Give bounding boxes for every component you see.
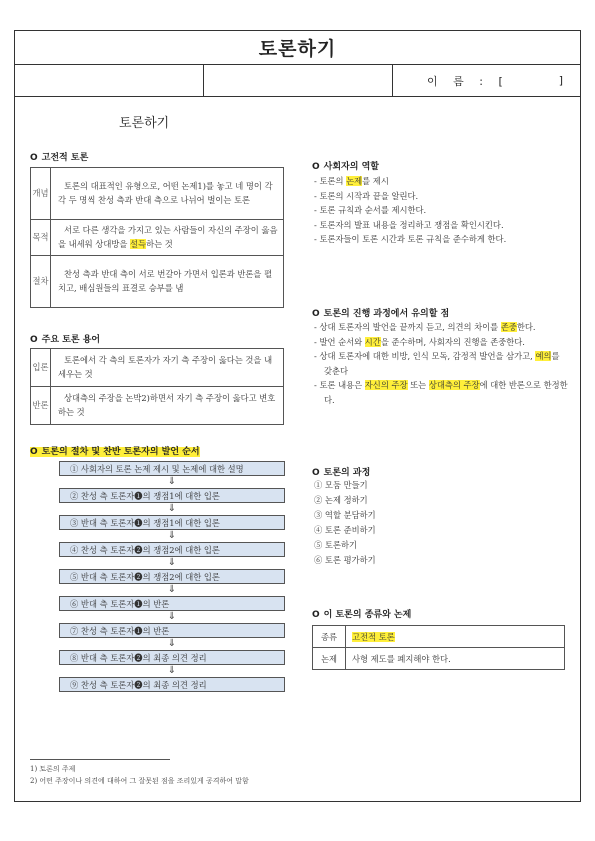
- list-item: - 토론 내용은 자신의 주장 또는 상대측의 주장에 대한 반론으로 한정한다.: [314, 380, 568, 405]
- down-arrow-icon: ⇓: [167, 557, 177, 568]
- doc-heading: 토론하기: [119, 116, 170, 131]
- table-row: [31, 256, 284, 308]
- down-arrow-icon: ⇓: [167, 584, 177, 595]
- row-label: 논제: [313, 648, 346, 670]
- down-arrow-icon: ⇓: [167, 638, 177, 649]
- process-list: [314, 478, 514, 568]
- terms-table: [30, 348, 284, 425]
- down-arrow-icon: ⇓: [167, 611, 177, 622]
- list-item: ⑤ 토론하기: [314, 540, 357, 550]
- list-item: - 토론의 논제를 제시: [314, 176, 389, 186]
- row-label: 절차: [31, 256, 51, 308]
- list-item: - 토론 규칙과 순서를 제시한다.: [314, 205, 427, 215]
- list-item: - 토론자의 발표 내용을 정리하고 쟁점을 확인시킨다.: [314, 219, 504, 230]
- section-kind-heading: O 이 토론의 종류와 논제: [312, 610, 412, 620]
- circle-bullet-icon: O: [312, 309, 320, 319]
- highlight: 논제: [346, 176, 363, 186]
- highlight: 설득: [130, 238, 147, 249]
- cautions-list: [314, 320, 570, 407]
- table-row: [31, 387, 284, 425]
- list-item: ⑥ 토론 평가하기: [314, 555, 376, 565]
- highlight: 존중: [500, 322, 517, 332]
- list-item: ③ 반대 측 토론자❶의 쟁점1에 대한 입론: [59, 515, 285, 530]
- row-text: 토론의 대표적인 유형으로, 어떤 논제1)를 놓고 네 명이 각각 두 명씩 찬성 측과 반대 측으로 나뉘어 벌이는 토론: [51, 168, 284, 220]
- section-terms-heading: O 주요 토론 용어: [30, 335, 101, 345]
- highlight: 시간: [364, 336, 381, 347]
- footnote-2: 2) 어떤 주장이나 의견에 대하여 그 잘못된 점을 조리있게 공격하여 말함: [30, 777, 249, 785]
- footnote-divider: [30, 759, 170, 760]
- row-value: [346, 626, 565, 648]
- down-arrow-icon: ⇓: [167, 530, 177, 541]
- list-item: ⑦ 찬성 측 토론자❶의 반론: [59, 623, 285, 638]
- list-item: - 상대 토론자에 대한 비방, 인식 모독, 감정적 발언을 삼가고, 예의를 갖춘다: [314, 351, 560, 376]
- row-text: 토론에서 각 측의 토론자가 자기 측 주장이 옳다는 것을 내세우는 것: [51, 349, 284, 387]
- list-item: ⑧ 반대 측 토론자❷의 최종 의견 정리: [59, 650, 285, 665]
- list-item: ⑤ 반대 측 토론자❷의 쟁점2에 대한 입론: [59, 569, 285, 584]
- classic-table: [30, 167, 284, 308]
- list-item: ② 찬성 측 토론자❶의 쟁점1에 대한 입론: [59, 488, 285, 503]
- circle-bullet-icon: O: [30, 335, 38, 345]
- row-label: 입론: [31, 349, 51, 387]
- list-item: ③ 역할 분담하기: [314, 510, 376, 520]
- down-arrow-icon: ⇓: [167, 665, 177, 676]
- row-text: 찬성 측과 반대 측이 서로 번갈아 가면서 입론과 반론을 펼치고, 배심원들의 표결로 승부를 냄: [51, 256, 284, 308]
- table-row: [313, 648, 565, 670]
- table-row: [31, 220, 284, 256]
- table-row: [313, 626, 565, 648]
- page-title: 토론하기: [258, 38, 337, 60]
- circle-bullet-icon: O: [30, 153, 38, 163]
- info-cell-2: [204, 65, 393, 96]
- name-close: ]: [558, 74, 564, 87]
- circle-bullet-icon: O: [312, 162, 320, 172]
- list-item: ⑨ 찬성 측 토론자❷의 최종 의견 정리: [59, 677, 285, 692]
- row-label: 반론: [31, 387, 51, 425]
- row-label: 목적: [31, 220, 51, 256]
- list-item: - 상대 토론자의 발언을 끝까지 듣고, 의견의 차이를 존중한다.: [314, 322, 536, 332]
- kind-table: [312, 625, 565, 670]
- row-text: 상대측의 주장을 논박2)하면서 자기 측 주장이 옳다고 변호하는 것: [51, 387, 284, 425]
- list-item: ④ 토론 준비하기: [314, 525, 376, 535]
- list-item: - 토론의 시작과 끝을 알린다.: [314, 190, 419, 201]
- row-text: 서로 다른 생각을 가지고 있는 사람들이 자신의 주장이 옳음을 내세워 상대방을 설득하는 것: [51, 220, 284, 256]
- info-cell-1: [15, 65, 204, 96]
- list-item: - 토론자들이 토론 시간과 토론 규칙을 준수하게 한다.: [314, 234, 507, 244]
- order-steps: [59, 461, 285, 692]
- down-arrow-icon: ⇓: [167, 476, 177, 487]
- highlight: 자신의 주장: [364, 380, 408, 390]
- list-item: ① 사회자의 토론 논제 제시 및 논제에 대한 설명: [59, 461, 285, 476]
- circle-bullet-icon: O: [312, 468, 320, 478]
- list-item: - 발언 순서와 시간을 준수하며, 사회자의 진행을 존중한다.: [314, 336, 525, 347]
- table-row: [31, 168, 284, 220]
- section-classic-heading: O 고전적 토론: [30, 153, 89, 163]
- name-label: 이 름 : [: [427, 74, 509, 88]
- circle-bullet-icon: O: [312, 610, 320, 620]
- info-row: [15, 65, 580, 97]
- highlight: 상대측의 주장: [428, 380, 480, 390]
- table-row: [31, 349, 284, 387]
- highlight: 고전적 토론: [352, 631, 395, 642]
- moderator-list: [314, 174, 570, 247]
- footnote-1: 1) 토론의 주제: [30, 765, 76, 773]
- highlight: 예의: [535, 351, 552, 361]
- list-item: ⑥ 반대 측 토론자❶의 반론: [59, 596, 285, 611]
- name-field[interactable]: [393, 65, 580, 96]
- circle-bullet-icon: O: [30, 447, 38, 457]
- row-label: 개념: [31, 168, 51, 220]
- title-row: [15, 31, 580, 65]
- list-item: ④ 찬성 측 토론자❷의 쟁점2에 대한 입론: [59, 542, 285, 557]
- section-process-heading: O 토론의 과정: [312, 468, 371, 478]
- section-order-heading: O 토론의 절차 및 찬반 토론자의 발언 순서: [30, 447, 200, 457]
- row-value: 사형 제도를 폐지해야 한다.: [346, 648, 565, 670]
- section-moderator-heading: O 사회자의 역할: [312, 162, 379, 172]
- list-item: ② 논제 정하기: [314, 495, 368, 505]
- section-cautions-heading: O 토론의 진행 과정에서 유의할 점: [312, 309, 450, 319]
- list-item: ① 모둠 만들기: [314, 480, 368, 490]
- down-arrow-icon: ⇓: [167, 503, 177, 514]
- row-label: 종류: [313, 626, 346, 648]
